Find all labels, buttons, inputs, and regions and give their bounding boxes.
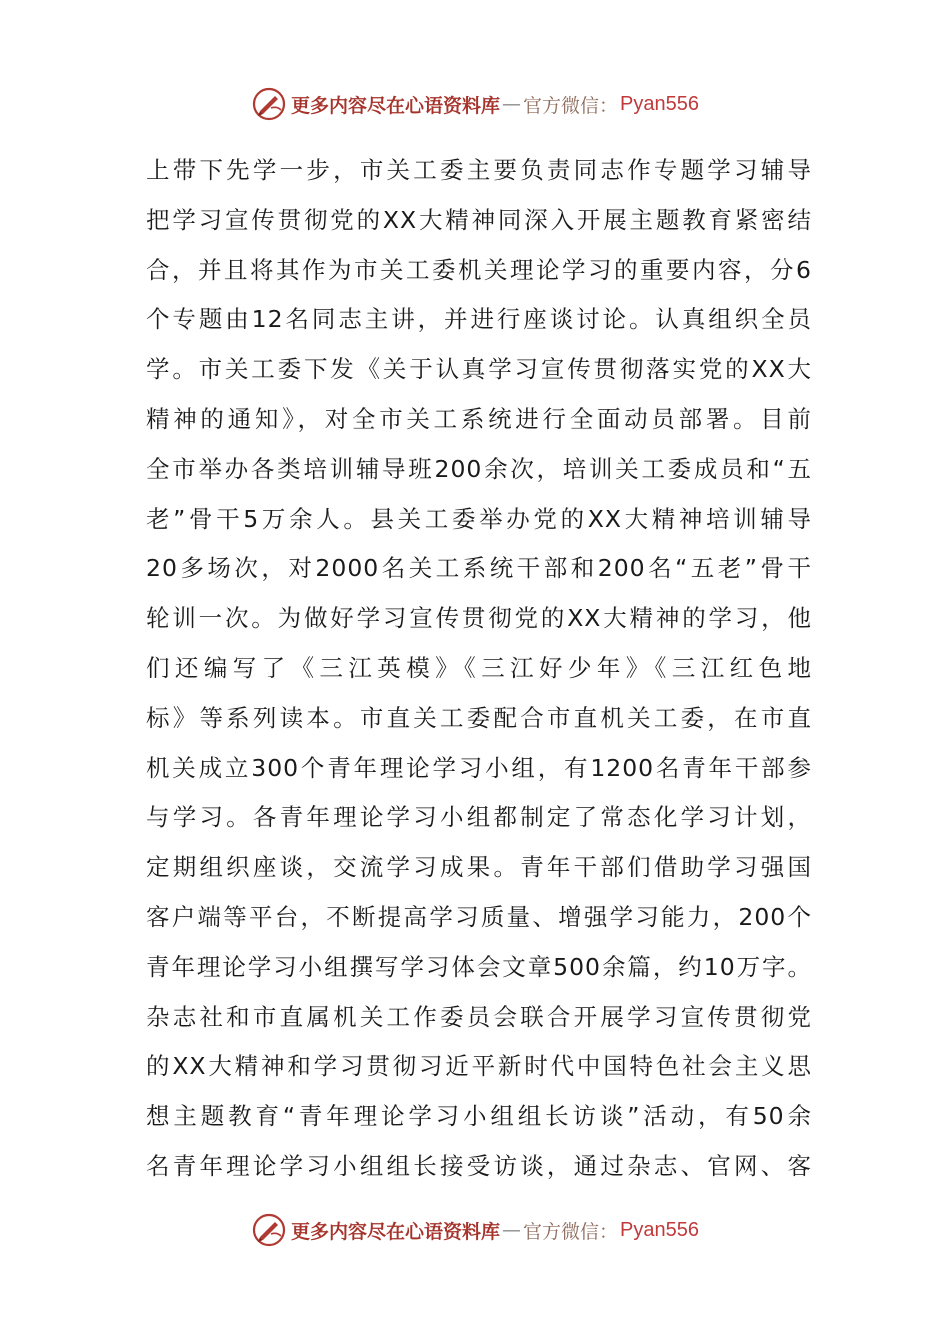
body-line: 轮训一次。为做好学习宣传贯彻党的XX大精神的学习，他 xyxy=(146,604,812,633)
header-wechat-id: Pyan556 xyxy=(620,92,699,115)
body-line: 客户端等平台，不断提高学习质量、增强学习能力，200个 xyxy=(146,902,812,931)
pen-logo-icon xyxy=(251,1212,287,1248)
body-line: 上带下先学一步，市关工委主要负责同志作专题学习辅导 xyxy=(146,156,812,184)
header-banner xyxy=(0,82,950,126)
body-line: 合，并且将其作为市关工委机关理论学习的重要内容，分6 xyxy=(146,255,812,284)
body-line: 定期组织座谈，交流学习成果。青年干部们借助学习强国 xyxy=(146,853,812,882)
body-line: 个专题由12名同志主讲，并进行座谈讨论。认真组织全员 xyxy=(146,305,812,334)
pen-logo-icon xyxy=(251,86,287,122)
body-line: 把学习宣传贯彻党的XX大精神同深入开展主题教育紧密结 xyxy=(146,205,812,234)
footer-wechat-id: Pyan556 xyxy=(620,1218,699,1241)
body-line: 杂志社和市直属机关工作委员会联合开展学习宣传贯彻党 xyxy=(146,1002,812,1031)
body-line: 与学习。各青年理论学习小组都制定了常态化学习计划， xyxy=(146,803,812,832)
body-line: 老”骨干5万余人。县关工委举办党的XX大精神培训辅导 xyxy=(146,504,812,533)
body-line: 名青年理论学习小组组长接受访谈，通过杂志、官网、客 xyxy=(146,1151,812,1180)
body-line: 全市举办各类培训辅导班200余次，培训关工委成员和“五 xyxy=(146,454,812,483)
header-site-name: 更多内容尽在心语资料库 xyxy=(291,94,501,117)
document-body xyxy=(146,146,812,1192)
body-line: 青年理论学习小组撰写学习体会文章500余篇，约10万字。 xyxy=(146,952,812,981)
footer-wechat-label: 官方微信： xyxy=(523,1220,619,1243)
body-line: 学。市关工委下发《关于认真学习宣传贯彻落实党的XX大 xyxy=(146,355,812,384)
body-line: 想主题教育“青年理论学习小组组长访谈”活动，有50余 xyxy=(146,1102,812,1131)
footer-site-name: 更多内容尽在心语资料库 xyxy=(291,1220,501,1243)
body-line: 标》等系列读本。市直关工委配合市直机关工委，在市直 xyxy=(146,703,812,732)
body-line: 20多场次，对2000名关工系统干部和200名“五老”骨干 xyxy=(146,554,812,583)
body-line: 精神的通知》，对全市关工系统进行全面动员部署。目前 xyxy=(146,404,812,433)
header-wechat-label: 官方微信： xyxy=(523,94,619,117)
footer-banner xyxy=(0,1208,950,1252)
body-line: 的XX大精神和学习贯彻习近平新时代中国特色社会主义思 xyxy=(146,1052,812,1081)
footer-dash: — xyxy=(502,1219,522,1241)
body-line: 机关成立300个青年理论学习小组，有1200名青年干部参 xyxy=(146,753,812,782)
body-line: 们还编写了《三江英模》《三江好少年》《三江红色地 xyxy=(146,653,812,682)
header-dash: — xyxy=(502,93,522,115)
